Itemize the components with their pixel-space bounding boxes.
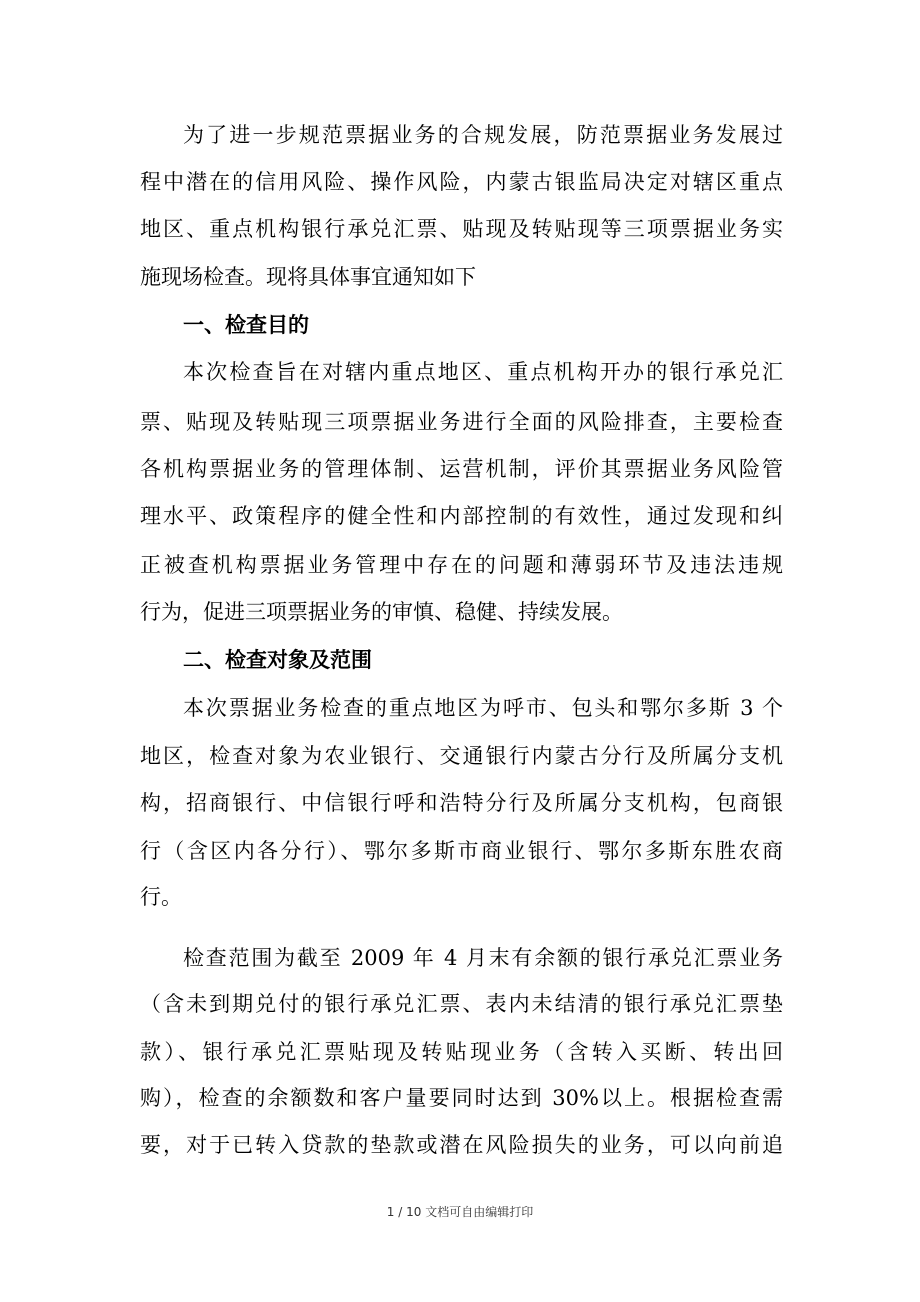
paragraph-line: 地区、重点机构银行承兑汇票、贴现及转贴现等三项票据业务实 [140,217,783,241]
page-footer: 1 / 10 文档可自由编辑打印 [386,1205,534,1219]
section-heading: 二、检查对象及范围 [183,648,372,672]
paragraph-line: 构，招商银行、中信银行呼和浩特分行及所属分支机构，包商银 [140,791,783,815]
paragraph-line: 检查范围为截至 2009 年 4 月末有余额的银行承兑汇票业务 [183,946,783,970]
paragraph-line: 行为，促进三项票据业务的审慎、稳健、持续发展。 [140,600,623,624]
paragraph-line: 本次检查旨在对辖内重点地区、重点机构开办的银行承兑汇 [183,360,783,384]
section-heading: 一、检查目的 [183,313,309,337]
paragraph-line: 购），检查的余额数和客户量要同时达到 30%以上。根据检查需 [140,1086,783,1110]
paragraph-line: 要，对于已转入贷款的垫款或潜在风险损失的业务，可以向前追 [140,1133,783,1157]
paragraph-line: 地区，检查对象为农业银行、交通银行内蒙古分行及所属分支机 [140,744,783,768]
paragraph-line: 理水平、政策程序的健全性和内部控制的有效性，通过发现和纠 [140,504,783,528]
paragraph-line: 行（含区内各分行）、鄂尔多斯市商业银行、鄂尔多斯东胜农商 [140,839,783,863]
paragraph-line: 行。 [140,885,182,909]
paragraph-line: 款）、银行承兑汇票贴现及转贴现业务（含转入买断、转出回 [140,1040,783,1064]
paragraph-line: 程中潜在的信用风险、操作风险，内蒙古银监局决定对辖区重点 [140,170,783,194]
paragraph-line: 票、贴现及转贴现三项票据业务进行全面的风险排查，主要检查 [140,410,783,434]
paragraph-line: （含未到期兑付的银行承兑汇票、表内未结清的银行承兑汇票垫 [140,992,783,1016]
paragraph-line: 为了进一步规范票据业务的合规发展，防范票据业务发展过 [183,123,783,147]
paragraph-line: 各机构票据业务的管理体制、运营机制，评价其票据业务风险管 [140,457,783,481]
paragraph-line: 施现场检查。现将具体事宜通知如下 [140,265,476,289]
paragraph-line: 正被查机构票据业务管理中存在的问题和薄弱环节及违法违规 [140,553,783,577]
paragraph-line: 本次票据业务检查的重点地区为呼市、包头和鄂尔多斯 3 个 [183,696,783,720]
